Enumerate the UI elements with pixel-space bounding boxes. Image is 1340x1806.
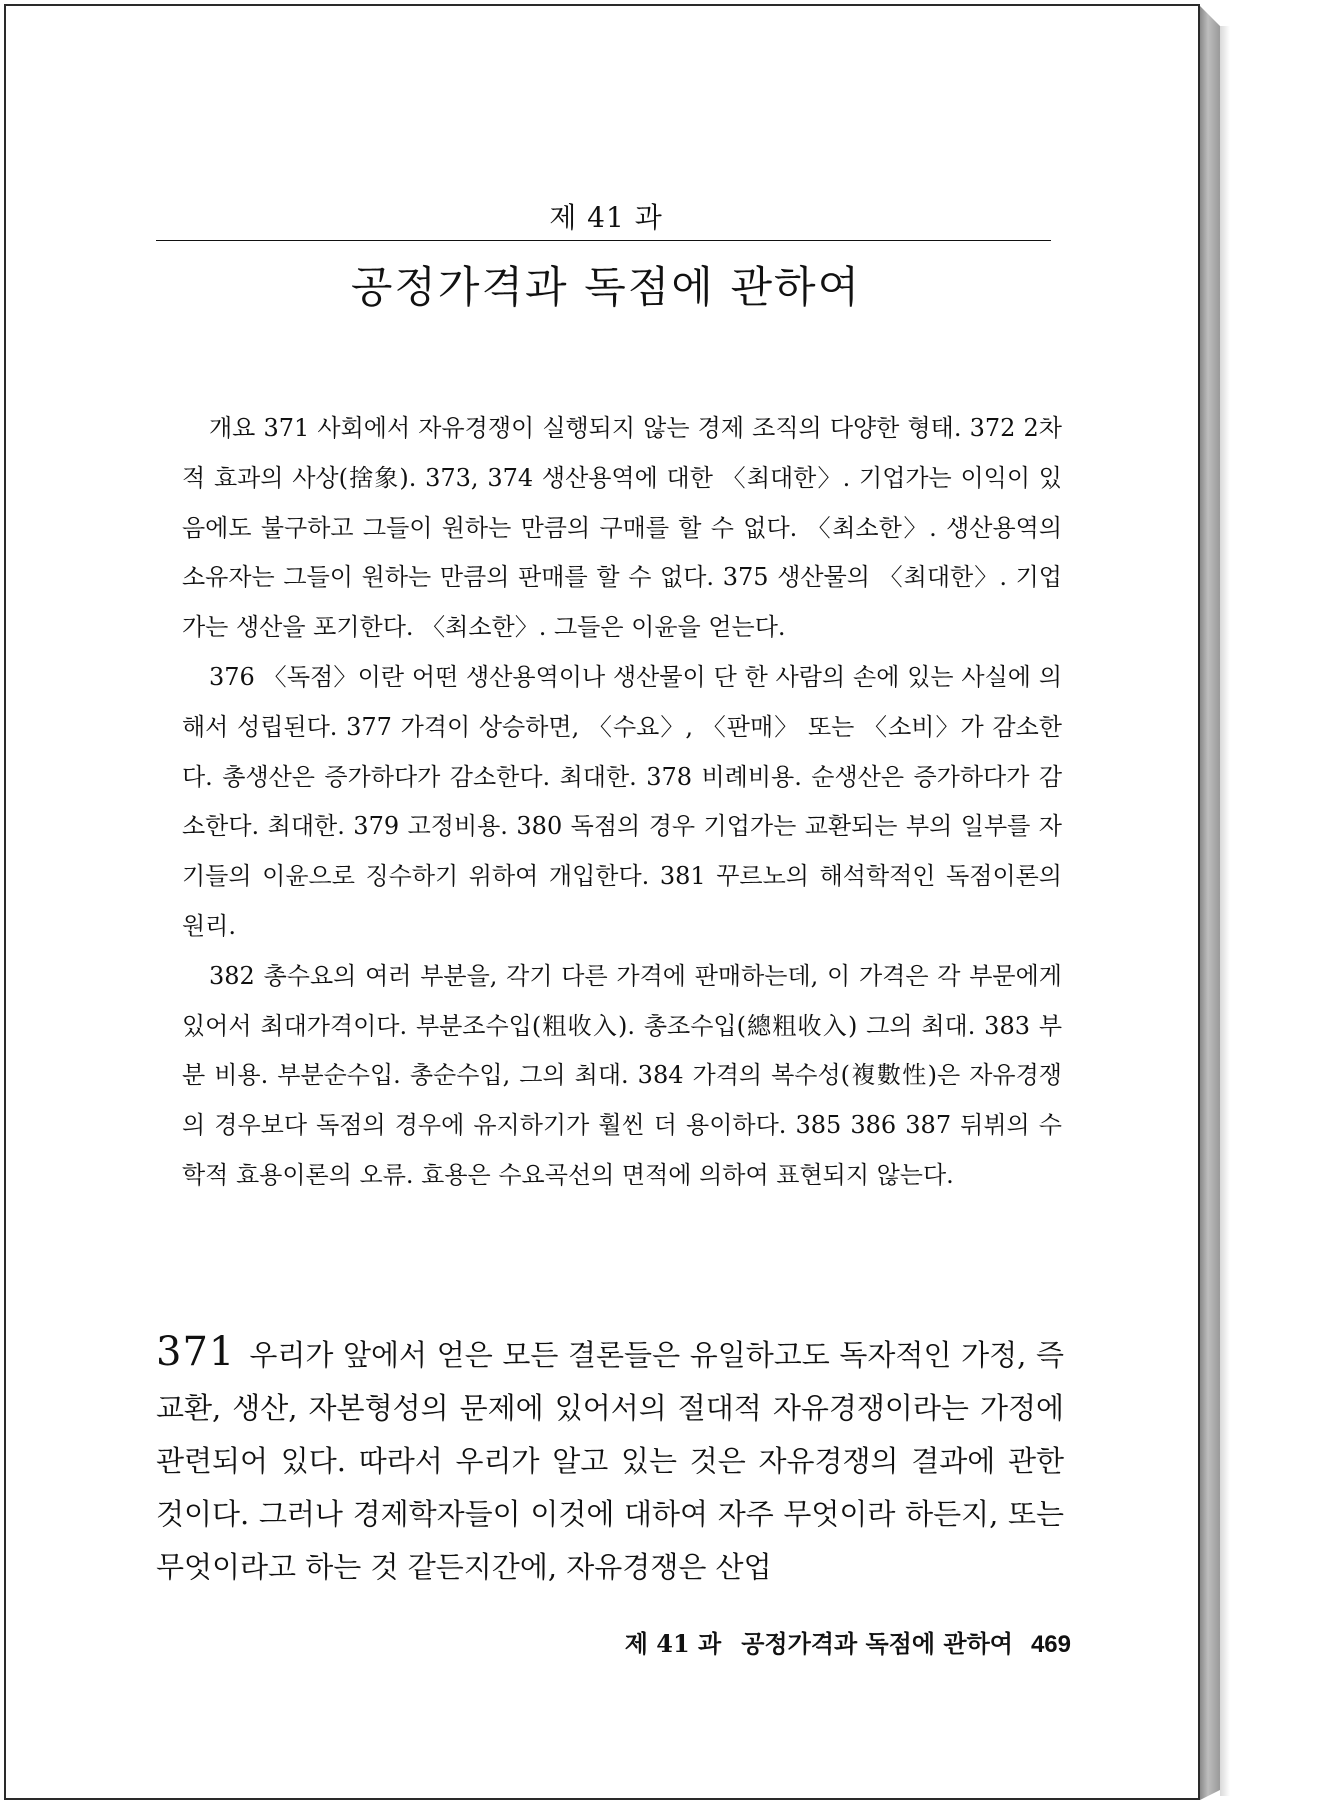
footer-lesson-label: 제 41 과	[624, 1629, 722, 1658]
chapter-title: 공정가격과 독점에 관하여	[350, 263, 862, 313]
section-body	[156, 1326, 1064, 1594]
chapter-summary	[182, 404, 1062, 1201]
footer-chapter-title: 공정가격과 독점에 관하여	[741, 1629, 1013, 1658]
page-edge	[1200, 6, 1220, 1800]
summary-paragraph: 382 총수요의 여러 부분을, 각기 다른 가격에 판매하는데, 이 가격은 각 부문에게 있어서 최대가격이다. 부분조수입(粗收入). 총조수입(總粗收入) 그의 최대. 383 부분 비용. 부분순수입. 총순수입, 그의 최대. 384 가격의 복수성(複數性)은 자유경쟁의 경우보다 독점의 경우에 유지하기가 훨씬 더 용이하다. 385 386 387 뒤뷔의 수학적 효용이론의 오류. 효용은 수요곡선의 면적에 의하여 표현되지 않는다.	[182, 961, 1062, 1189]
section-number: 371	[156, 1329, 236, 1375]
lesson-label: 제 41 과	[549, 201, 663, 234]
section-text: 우리가 앞에서 얻은 모든 결론들은 유일하고도 독자적인 가정, 즉 교환, 생산, 자본형성의 문제에 있어서의 절대적 자유경쟁이라는 가정에 관련되어 있다. 따라서 우리가 알고 있는 것은 자유경쟁의 결과에 관한 것이다. 그러나 경제학자들이 이것에 대하여 자주 무엇이라 하든지, 또는 무엇이라고 하는 것 같든지간에, 자유경쟁은 산업	[156, 1338, 1064, 1584]
summary-paragraph: 개요 371 사회에서 자유경쟁이 실행되지 않는 경제 조직의 다양한 형태. 372 2차적 효과의 사상(捨象). 373, 374 생산용역에 대한 〈최대한〉. 기업가는 이익이 있음에도 불구하고 그들이 원하는 만큼의 구매를 할 수 없다. 〈최소한〉. 생산용역의 소유자는 그들이 원하는 만큼의 판매를 할 수 없다. 375 생산물의 〈최대한〉. 기업가는 생산을 포기한다. 〈최소한〉. 그들은 이윤을 얻는다.	[182, 414, 1062, 642]
book-page	[4, 4, 1200, 1800]
header-rule	[156, 240, 1051, 241]
section-paragraph	[156, 1326, 1064, 1594]
running-footer	[506, 1624, 1071, 1659]
summary-paragraph: 376 〈독점〉이란 어떤 생산용역이나 생산물이 단 한 사람의 손에 있는 사실에 의해서 성립된다. 377 가격이 상승하면, 〈수요〉, 〈판매〉 또는 〈소비〉가 감소한다. 총생산은 증가하다가 감소한다. 최대한. 378 비례비용. 순생산은 증가하다가 감소한다. 최대한. 379 고정비용. 380 독점의 경우 기업가는 교환되는 부의 일부를 자기들의 이윤으로 징수하기 위하여 개입한다. 381 꾸르노의 해석학적인 독점이론의 원리.	[182, 662, 1062, 940]
page-number: 469	[1030, 1631, 1071, 1658]
page-shadow	[1220, 26, 1230, 1796]
